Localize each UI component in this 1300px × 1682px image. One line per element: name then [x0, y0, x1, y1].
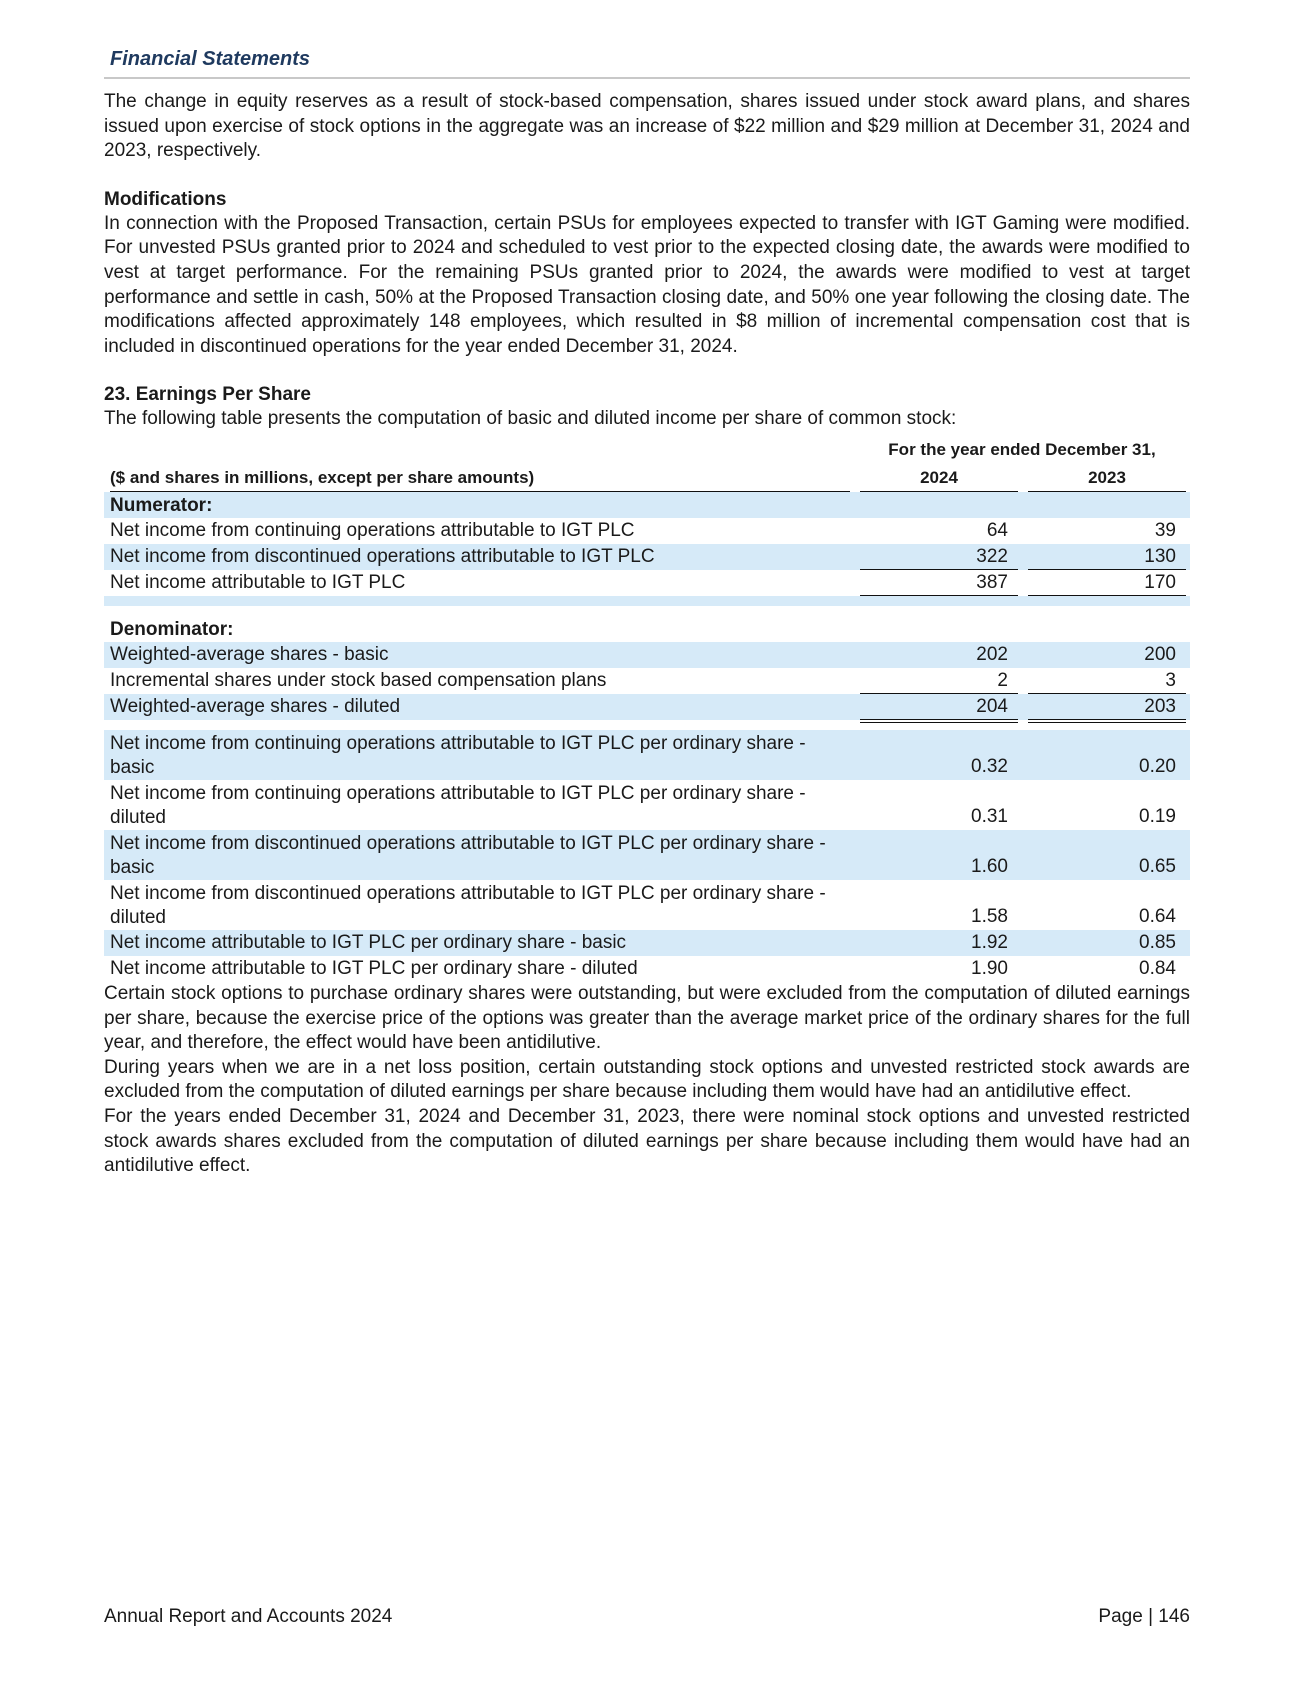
period-header-text: For the year ended December 31,: [888, 439, 1156, 459]
value-2024: 64: [986, 519, 1008, 541]
modifications-heading: Modifications: [104, 188, 227, 210]
column-2024: 2024: [860, 468, 1018, 494]
table-spacer: [104, 720, 1190, 730]
modifications-paragraph: In connection with the Proposed Transaction, certain PSUs for employees expected to transfer with IGT Gaming were modified. For unvested PSUs granted prior to 2024 and scheduled to vest prior to the expected closing date, the awards were modified to vest at target performance. For the remaining PSUs granted prior to 2024, the awards were modified to vest at target performance and settle in cash, 50% at the Proposed Transaction closing date, and 50% one year following the closing date. The modifications affected approximately 148 employees, which resulted in $8 million of incremental compensation cost that is included in discontinued operations for the year ended December 31, 2024.: [104, 212, 1190, 357]
table-row: [104, 730, 1190, 780]
units-label: ($ and shares in millions, except per share amounts): [110, 468, 850, 494]
table-row: [104, 570, 1190, 596]
table-row: [104, 830, 1190, 880]
row-label: Net income from continuing operations attributable to IGT PLC per ordinary share - diluted: [110, 782, 806, 828]
column-2023: 2023: [1028, 468, 1186, 494]
value-2024: 0.32: [971, 755, 1008, 777]
section-title: Financial Statements: [110, 48, 311, 70]
antidilutive-options-paragraph: Certain stock options to purchase ordinary shares were outstanding, but were excluded from the computation of diluted earnings per share, because the exercise price of the options was greater than the average market price of the ordinary shares for the full year, and therefore, the effect would have been antidilutive.: [104, 982, 1190, 1054]
row-label: Net income attributable to IGT PLC per ordinary share - basic: [110, 931, 627, 953]
row-label: Net income attributable to IGT PLC per ordinary share - diluted: [110, 957, 638, 979]
value-2024: 387: [860, 571, 1018, 599]
table-row: [104, 956, 1190, 982]
value-2023: 130: [1028, 545, 1186, 570]
eps-heading: 23. Earnings Per Share: [104, 384, 311, 406]
value-2024: 1.92: [971, 931, 1008, 953]
eps-intro-paragraph: The following table presents the computation of basic and diluted income per share of common stock:: [104, 408, 957, 430]
value-2024: 204: [860, 695, 1018, 723]
table-row: [104, 694, 1190, 720]
value-2023: 0.64: [1139, 905, 1176, 927]
value-2024: 202: [976, 643, 1008, 665]
row-label: Net income from continuing operations attributable to IGT PLC per ordinary share - basic: [110, 732, 806, 778]
denominator-label: Denominator:: [110, 618, 234, 640]
value-2023: 0.85: [1139, 931, 1176, 953]
table-row: [104, 780, 1190, 830]
value-2023: 203: [1028, 695, 1186, 723]
row-label: Weighted-average shares - diluted: [110, 695, 401, 717]
value-2024: 0.31: [971, 805, 1008, 827]
table-period-header: [104, 436, 1190, 464]
table-row: [104, 518, 1190, 544]
header-divider: [104, 77, 1190, 79]
numerator-section-row: [104, 492, 1190, 518]
value-2023: 170: [1028, 571, 1186, 599]
value-2023: 39: [1154, 519, 1176, 541]
table-row: [104, 642, 1190, 668]
footer-page-number: Page | 146: [1098, 1606, 1190, 1627]
numerator-label: Numerator:: [110, 494, 213, 516]
value-2023: 3: [1028, 669, 1186, 694]
value-2023: 0.20: [1139, 755, 1176, 777]
value-2023: 0.84: [1139, 957, 1176, 979]
denominator-section-row: [104, 616, 1190, 642]
value-2024: 2: [860, 669, 1018, 694]
table-column-header: [104, 464, 1190, 492]
row-label: Net income attributable to IGT PLC: [110, 571, 406, 593]
table-row: [104, 668, 1190, 694]
row-label: Incremental shares under stock based compensation plans: [110, 669, 607, 691]
value-2024: 1.90: [971, 957, 1008, 979]
table-row: [104, 544, 1190, 570]
value-2023: 0.19: [1139, 805, 1176, 827]
net-loss-paragraph: During years when we are in a net loss position, certain outstanding stock options and unvested restricted stock awards are excluded from the computation of diluted earnings per share because including them would have had an antidilutive effect.: [104, 1056, 1190, 1103]
eps-table: [104, 436, 1190, 982]
row-label: Net income from discontinued operations attributable to IGT PLC: [110, 545, 655, 567]
value-2024: 1.60: [971, 855, 1008, 877]
value-2023: 0.65: [1139, 855, 1176, 877]
value-2024: 1.58: [971, 905, 1008, 927]
nominal-paragraph: For the years ended December 31, 2024 and December 31, 2023, there were nominal stock options and unvested restricted stock awards shares excluded from the computation of diluted earnings per share because including them would have had an antidilutive effect.: [104, 1105, 1190, 1177]
footer-report-title: Annual Report and Accounts 2024: [104, 1606, 393, 1627]
table-spacer: [104, 596, 1190, 606]
row-label: Net income from discontinued operations attributable to IGT PLC per ordinary share - diluted: [110, 882, 826, 928]
table-spacer: [104, 606, 1190, 616]
page-content: [104, 90, 1190, 1179]
value-2024: 322: [860, 545, 1018, 570]
value-2023: 200: [1144, 643, 1176, 665]
table-row: [104, 930, 1190, 956]
row-label: Net income from discontinued operations attributable to IGT PLC per ordinary share - basic: [110, 832, 826, 878]
row-label: Net income from continuing operations attributable to IGT PLC: [110, 519, 635, 541]
equity-change-paragraph: The change in equity reserves as a result of stock-based compensation, shares issued under stock award plans, and shares issued upon exercise of stock options in the aggregate was an increase of $22 million and $29 million at December 31, 2024 and 2023, respectively.: [104, 91, 1190, 162]
row-label: Weighted-average shares - basic: [110, 643, 389, 665]
table-row: [104, 880, 1190, 930]
